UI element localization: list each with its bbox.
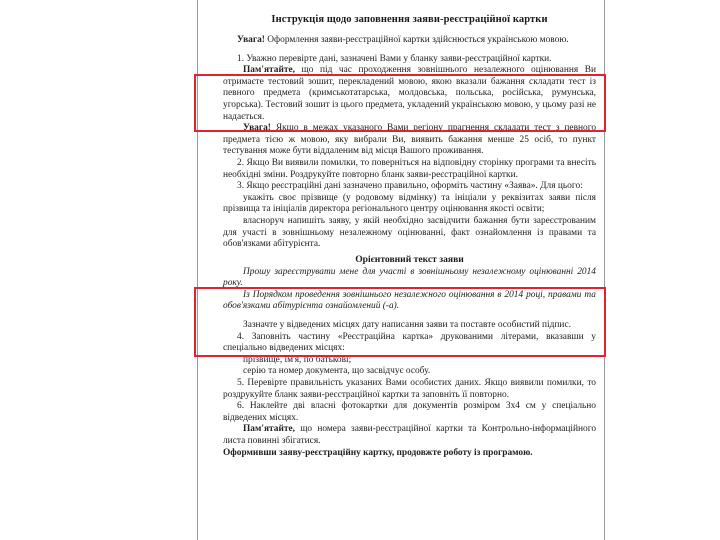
final-remember-paragraph xyxy=(223,424,596,447)
closing-line: Оформивши заяву-реєстраційну картку, продовжте роботу із програмою. xyxy=(223,447,533,458)
sample-paragraph-1: Прошу зареєструвати мене для участі в зовнішньому незалежному оцінюванні 2014 року. xyxy=(223,266,596,289)
step-4-a: прізвище, ім'я, по батькові; xyxy=(243,354,352,365)
step-4: 4. Заповніть частину «Реєстраційна картка» друкованими літерами, вказавши у спеціально відведених місцях: xyxy=(223,331,596,354)
step-4-b: серію та номер документа, що засвідчує особу. xyxy=(243,366,431,377)
attention-text: Якщо в межах указаного Вами регіону прагнення складати тест з певного предмета тією ж мовою, яку вибрали Ви, виявить бажання менше 25 осіб, то пункт тестування може бути віддаленим від місця Вашого проживання. xyxy=(223,123,597,157)
final-remember-text: що номера заяви-реєстраційної картки та Контрольно-інформаційного листа повинні збігатися. xyxy=(223,424,597,446)
remember-text: що під час проходження зовнішнього незалежного оцінювання Ви отримаєте тестовий зошит, перекладений мовою, якою вказали бажання складати тест із певного предмета (кримськотатарська, молдовська, польська, російська, румунська, угорська). Тестовий зошит із цього предмета, укладений українською мовою, у цьому разі не надається. xyxy=(223,65,596,122)
step-3-c: Зазначте у відведених місцях дату написання заяви та поставте особистий підпис. xyxy=(243,320,571,331)
attention-label: Увага! xyxy=(243,123,271,134)
step-1: 1. Уважно перевірте дані, зазначені Вами у бланку заяви-реєстраційної картки. xyxy=(237,53,552,64)
notice-text: Оформлення заяви-реєстраційної картки здійснюється українською мовою. xyxy=(267,35,569,45)
step-3-a: укажіть своє прізвище (у родовому відмінку) та ініціали у реквізитах заяви після прізвища та ініціалів директора регіонального центру оцінювання якості освіти; xyxy=(223,192,596,215)
step-6: 6. Наклейте дві власні фотокартки для документів розміром 3х4 см у спеціально відведених місцях. xyxy=(223,401,596,423)
step-5: 5. Перевірте правильність указаних Вами особистих даних. Якщо виявили помилки, то роздрукуйте бланк заяви-реєстраційної картки та заповніть її повторно. xyxy=(223,378,596,400)
document-title: Інструкція щодо заповнення заяви-реєстраційної картки xyxy=(271,14,548,25)
final-remember-label: Пам'ятайте, xyxy=(243,424,295,435)
sample-paragraph-2: Із Порядком проведення зовнішнього незалежного оцінювання в 2014 році, правами та обов'язками абітурієнта ознайомлений (-а). xyxy=(223,289,596,312)
document-page xyxy=(197,0,605,540)
step-3-b: власноруч напишіть заяву, у якій необхідно засвідчити бажання бути зареєстрованим для участі в зовнішньому незалежному оцінюванні, факт ознайомлення із правами та обов'язками абітурієнта. xyxy=(223,215,596,250)
notice-paragraph xyxy=(223,35,596,47)
remember-label: Пам'ятайте, xyxy=(243,65,295,76)
step-3: 3. Якщо реєстраційні дані зазначено правильно, оформіть частину «Заява». Для цього: xyxy=(237,181,583,192)
remember-paragraph xyxy=(223,65,596,123)
step-2: 2. Якщо Ви виявили помилки, то поверніться на відповідну сторінку програми та внесіть необхідні зміни. Роздрукуйте повторно бланк заяви-реєстраційної картки. xyxy=(223,157,596,180)
attention-paragraph xyxy=(223,123,596,158)
notice-label: Увага! xyxy=(237,35,265,45)
sample-title: Орієнтовний текст заяви xyxy=(355,253,464,265)
